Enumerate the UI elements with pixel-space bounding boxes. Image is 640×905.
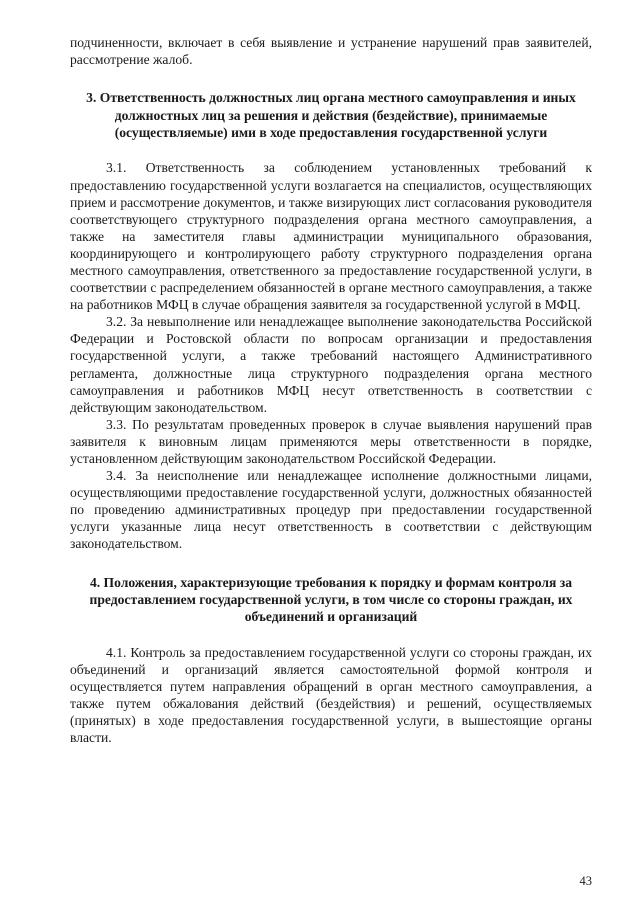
paragraph-3-3: 3.3. По результатам проведенных проверок в случае выявления нарушений прав заявителя к виновным лицам применяются меры ответственности в порядке, установленном действующим законодательством Российской Федерации. <box>70 416 592 466</box>
page-number: 43 <box>579 874 592 888</box>
paragraph-4-1: 4.1. Контроль за предоставлением государственной услуги со стороны граждан, их объединений и организаций является самостоятельной формой контроля и осуществляется путем направления обращений в орган местного самоуправления, а также путем обжалования действий (бездействия) и решений, осуществляемых (принятых) в ходе предоставления государственной услуги, в вышестоящие органы власти. <box>70 644 592 746</box>
paragraph-3-1: 3.1. Ответственность за соблюдением установленных требований к предоставлению государственной услуги возлагается на специалистов, осуществляющих прием и рассмотрение документов, и также визирующих лист согласования руководителя соответствующего структурного подразделения органа местного самоуправления, а также на заместителя главы администрации муниципального образования, координирующего и контролирующего работу структурного подразделения органа местного самоуправления, ответственного за предоставление государственной услуги, в соответствии с распределением обязанностей в органе местного самоуправления, а также на работников МФЦ в случае обращения заявителя за государственной услугой в МФЦ. <box>70 160 592 313</box>
intro-paragraph: подчиненности, включает в себя выявление и устранение нарушений прав заявителей, рассмотрение жалоб. <box>70 35 592 68</box>
document-page <box>70 34 592 746</box>
section-4-heading: 4. Положения, характеризующие требования к порядку и формам контроля за предоставлением государственной услуги, в том числе со стороны граждан, их объединений и организаций <box>89 574 573 625</box>
section-3-heading: 3. Ответственность должностных лиц органа местного самоуправления и иных должностных лиц за решения и действия (бездействие), принимаемые (осуществляемые) ими в ходе предоставления государственной услуги <box>86 90 576 140</box>
paragraph-3-2: 3.2. За невыполнение или ненадлежащее выполнение законодательства Российской Федерации и Ростовской области по вопросам организации и предоставления государственной услуги, а также требований настоящего Административного регламента, должностные лица структурного подразделения органа местного самоуправления и работников МФЦ несут ответственность в соответствии с действующим законодательством. <box>70 314 592 415</box>
paragraph-3-4: 3.4. За неисполнение или ненадлежащее исполнение должностными лицами, осуществляющими предоставление государственной услуги, должностных обязанностей по проведению административных процедур при предоставлении государственной услуги указанные лица несут ответственность в соответствии с действующим законодательством. <box>70 468 592 552</box>
